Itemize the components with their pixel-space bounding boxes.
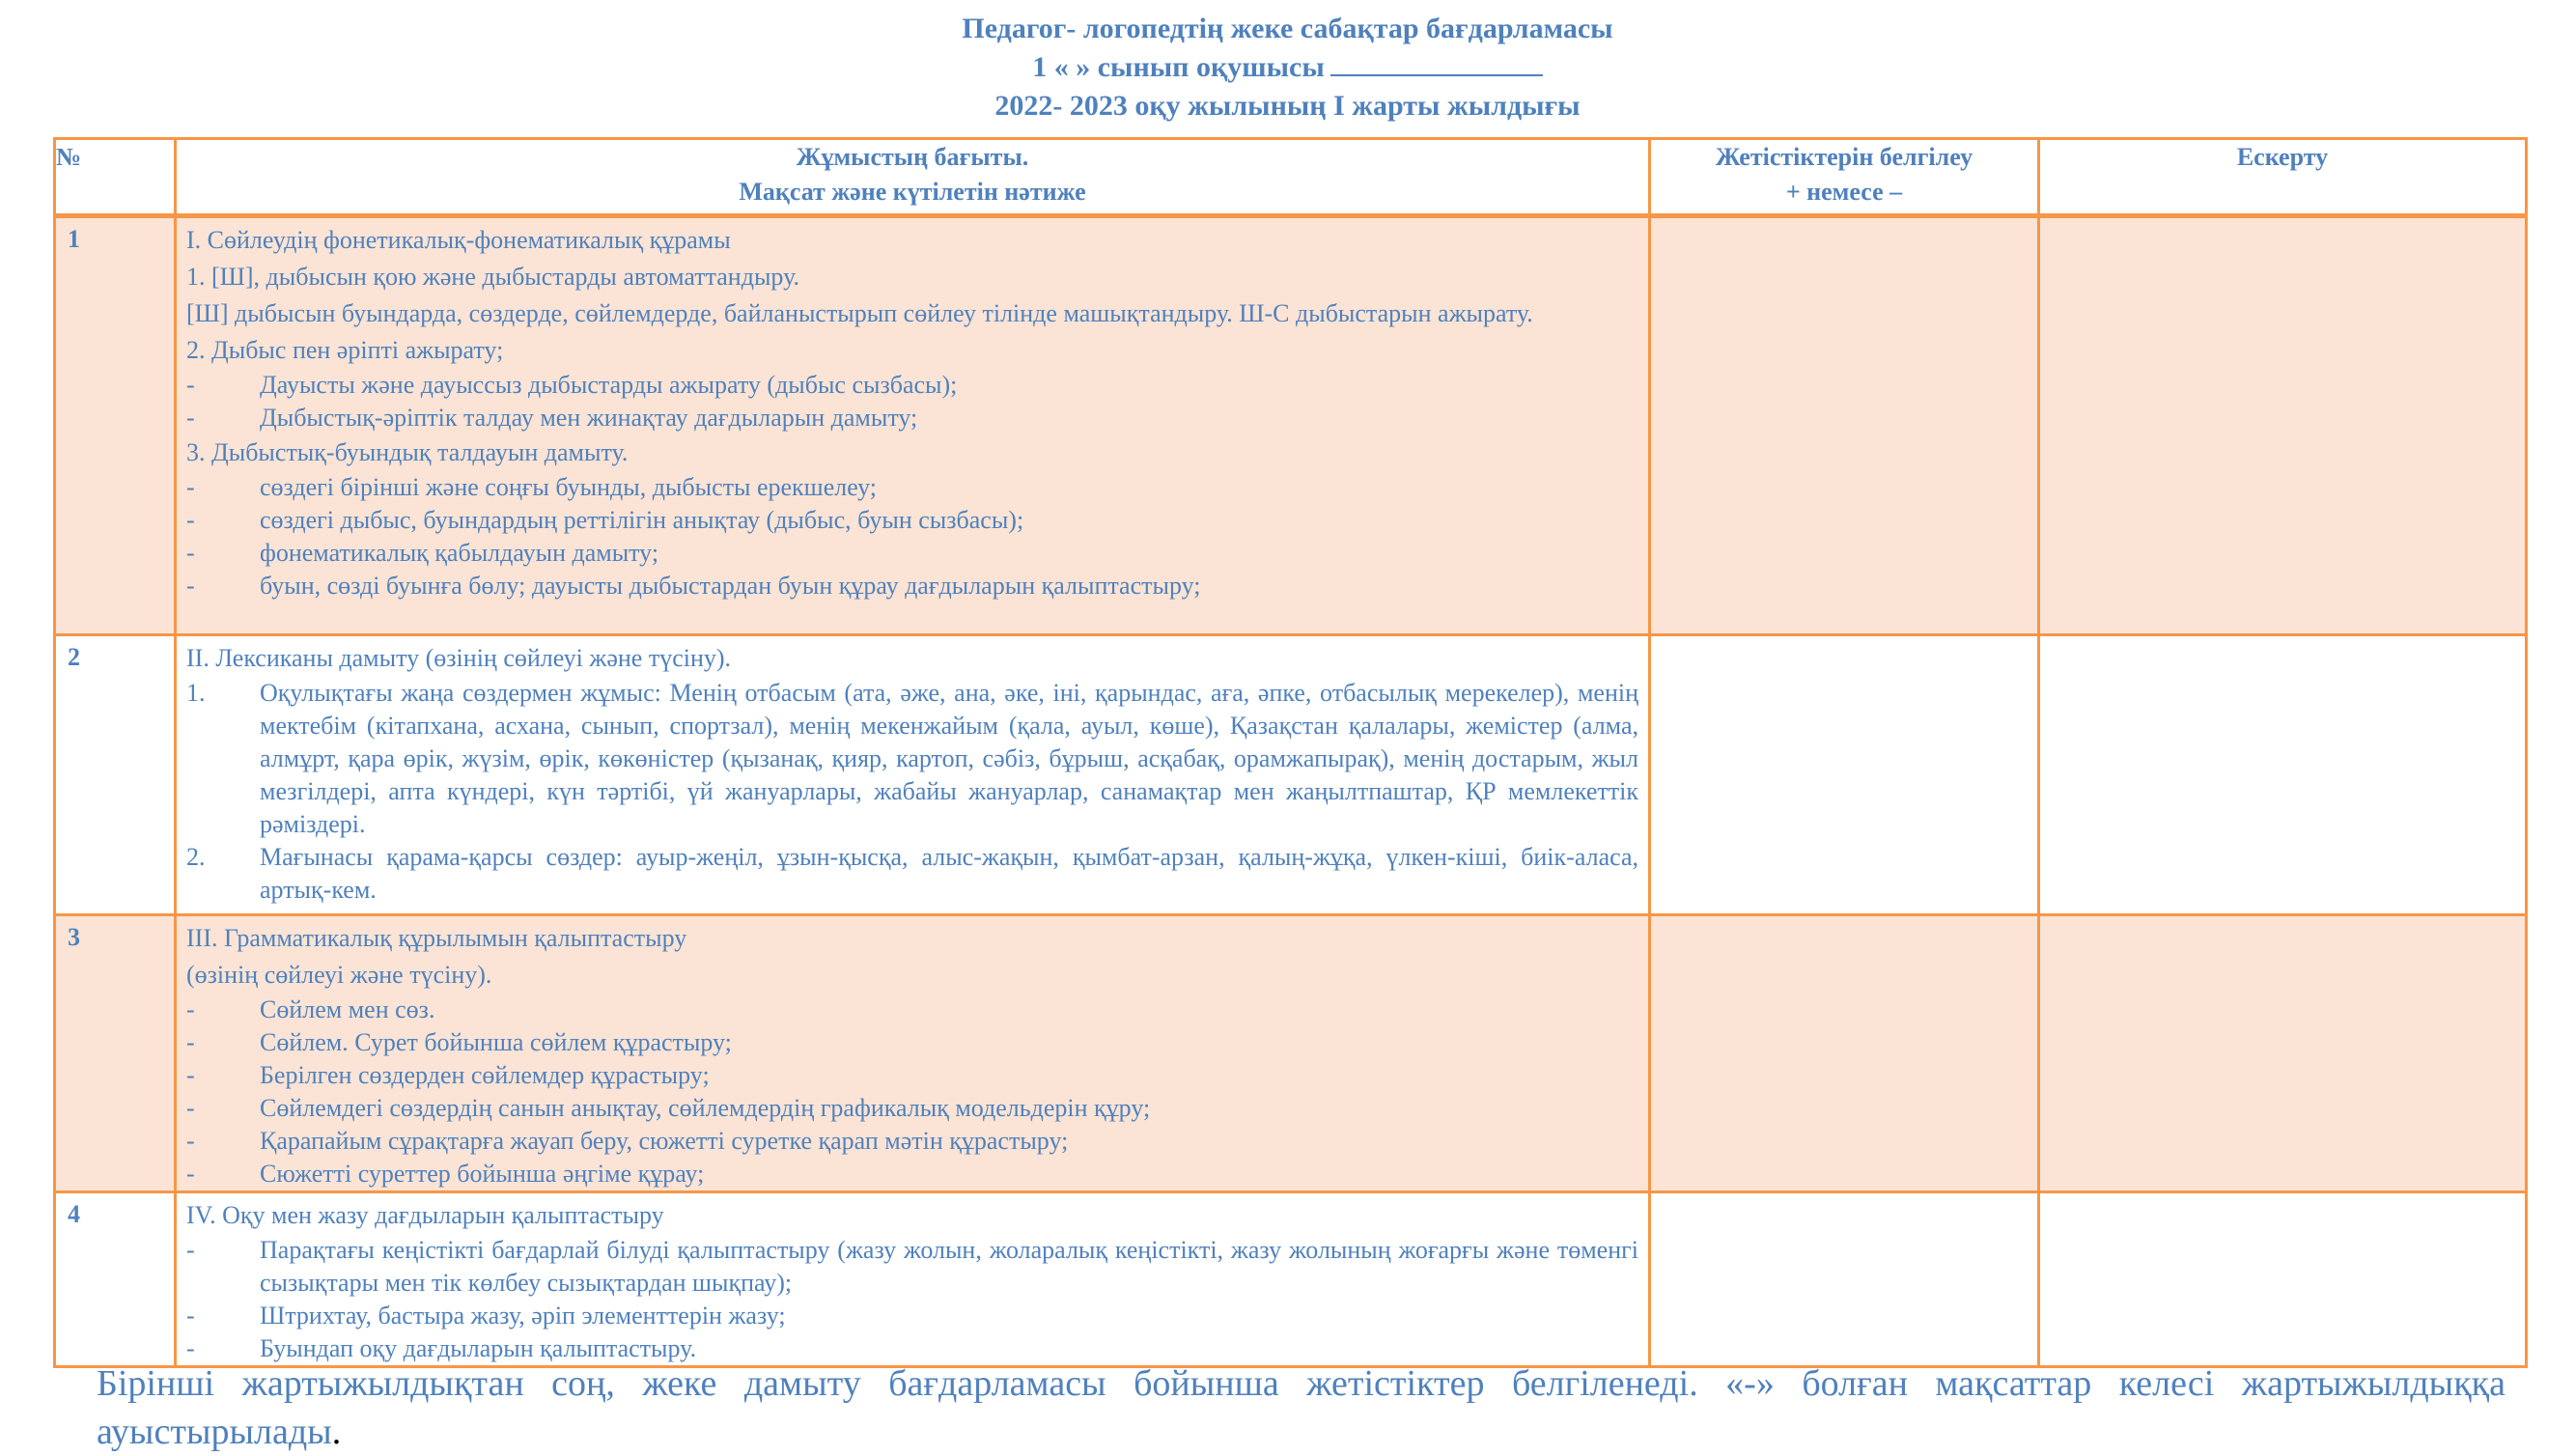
note-cell[interactable] <box>2039 1192 2527 1367</box>
list-item <box>186 1234 1638 1300</box>
bullet-dash: - <box>186 506 195 534</box>
student-name-blank <box>1330 49 1543 76</box>
bullet-dash: - <box>186 1302 195 1330</box>
row-number: 1 <box>55 216 176 635</box>
note-cell[interactable] <box>2039 915 2527 1192</box>
list-item <box>186 841 1638 907</box>
list-item-text: Оқулықтағы жаңа сөздермен жұмыс: Менің отбасым (ата, әже, ана, әке, іні, қарындас, аға, әпке, отбасылық мерекелер), менің мектебім (кітапхана, асхана, сынып, спортзал), менің мекенжайым (қала, ауыл, көше), Қазақстан қалалары, жемістер (алма, алмұрт, қара өрік, жүзім, өрік, көкөністер (қызанақ, қияр, картоп, сәбіз, бұрыш, асқабақ, орамжапырақ), менің достарым, жыл мезгілдері, апта күндері, күн тәртібі, үй жануарлары, жабайы жануарлар, санамақтар мен жаңылтпаштар, ҚР мемлекеттік рәміздері. <box>260 679 1638 838</box>
footer-end-mark: . <box>331 1412 342 1452</box>
achievement-cell[interactable] <box>1650 915 2039 1192</box>
student-line <box>0 48 2575 87</box>
bullet-dash: - <box>186 1127 195 1155</box>
row-content <box>176 216 1650 635</box>
student-class-label: 1 « » сынып оқушысы <box>1032 51 1325 83</box>
achievement-cell[interactable] <box>1650 216 2039 635</box>
table-row <box>55 1192 2527 1367</box>
bullet-dash: - <box>186 1334 195 1362</box>
content-line: (өзінің сөйлеуі және түсіну). <box>186 961 492 989</box>
column-header-direction-line2: Мақсат және күтілетін нәтиже <box>739 178 1086 206</box>
list-item-text: Дыбыстық-әріптік талдау мен жинақтау дағдыларын дамыту; <box>260 404 918 432</box>
list-item-text: Қарапайым сұрақтарға жауап беру, сюжетті суретке қарап мәтін құрастыру; <box>260 1127 1069 1155</box>
section-heading: IV. Оқу мен жазу дағдыларын қалыптастыру <box>186 1201 664 1229</box>
list-item <box>186 1026 1638 1059</box>
table-row <box>55 635 2527 915</box>
content-line: [Ш] дыбысын буындарда, сөздерде, сөйлемдерде, байланыстырып сөйлеу тілінде машықтандыру. Ш-С дыбыстарын ажырату. <box>186 299 1533 327</box>
list-item-number: 2. <box>186 843 206 871</box>
list-item <box>186 1092 1638 1125</box>
content-line: 3. Дыбыстық-буындық талдауын дамыту. <box>186 438 629 466</box>
list-item-text: фонематикалық қабылдауын дамыту; <box>260 539 659 567</box>
bullet-dash: - <box>186 371 195 399</box>
list-item-text: Сөйлем мен сөз. <box>260 995 435 1023</box>
row-number: 4 <box>55 1192 176 1367</box>
bullet-dash: - <box>186 995 195 1023</box>
list-item-text: Сөйлемдегі сөздердің санын анықтау, сөйлемдердің графикалық модельдерін құру; <box>260 1094 1151 1122</box>
bullet-dash: - <box>186 1028 195 1056</box>
academic-period: 2022- 2023 оқу жылының I жарты жылдығы <box>994 90 1581 122</box>
list-item-text: Дауысты және дауыссыз дыбыстарды ажырату (дыбыс сызбасы); <box>260 371 958 399</box>
achievement-cell[interactable] <box>1650 635 2039 915</box>
list-item <box>186 994 1638 1026</box>
note-cell[interactable] <box>2039 635 2527 915</box>
list-item-text: буын, сөзді буынға бөлу; дауысты дыбыстардан буын құрау дағдыларын қалыптастыру; <box>260 572 1201 600</box>
list-item <box>186 402 1638 434</box>
section-heading: III. Грамматикалық құрылымын қалыптастыру <box>186 924 687 952</box>
list-item-text: Буындап оқу дағдыларын қалыптастыру. <box>260 1334 697 1362</box>
document-title: Педагог- логопедтің жеке сабақтар бағдарламасы <box>962 13 1613 44</box>
row-number: 3 <box>55 915 176 1192</box>
list-item-text: Мағынасы қарама-қарсы сөздер: ауыр-жеңіл, ұзын-қысқа, алыс-жақын, қымбат-арзан, қалың-жұқа, үлкен-кіші, биік-аласа, артық-кем. <box>260 843 1638 904</box>
section-heading: II. Лексиканы дамыту (өзінің сөйлеуі және түсіну). <box>186 644 732 672</box>
achievement-cell[interactable] <box>1650 1192 2039 1367</box>
note-cell[interactable] <box>2039 216 2527 635</box>
row-content <box>176 915 1650 1192</box>
bullet-dash: - <box>186 1236 195 1264</box>
content-line: 2. Дыбыс пен әріпті ажырату; <box>186 336 504 364</box>
list-item <box>186 1300 1638 1332</box>
bullet-dash: - <box>186 1094 195 1122</box>
table-header-row <box>55 139 2527 216</box>
row-content <box>176 635 1650 915</box>
row-number: 2 <box>55 635 176 915</box>
list-item <box>186 369 1638 402</box>
list-item <box>186 471 1638 504</box>
list-item <box>186 677 1638 841</box>
list-item-text: Сөйлем. Сурет бойынша сөйлем құрастыру; <box>260 1028 732 1056</box>
column-header-achievement-line2: + немесе – <box>1785 178 1903 206</box>
list-item <box>186 1059 1638 1092</box>
bullet-dash: - <box>186 404 195 432</box>
list-item <box>186 1158 1638 1190</box>
row-content <box>176 1192 1650 1367</box>
column-header-number: № <box>55 139 176 216</box>
list-item <box>186 537 1638 570</box>
column-header-achievement-line1: Жетістіктерін белгілеу <box>1715 143 1973 171</box>
footer-note-text: Бірінші жартыжылдықтан соң, жеке дамыту бағдарламасы бойынша жетістіктер белгіленеді. «-» болған мақсаттар келесі жартыжылдыққа ауыстырылады <box>97 1363 2505 1452</box>
bullet-dash: - <box>186 1160 195 1188</box>
list-item-text: Берілген сөздерден сөйлемдер құрастыру; <box>260 1061 710 1089</box>
list-item <box>186 570 1638 602</box>
content-line: 1. [Ш], дыбысын қою және дыбыстарды автоматтандыру. <box>186 263 799 291</box>
footer-note <box>97 1359 2505 1456</box>
column-header-note: Ескерту <box>2039 139 2527 216</box>
list-item-text: сөздегі бірінші және соңғы буынды, дыбысты ерекшелеу; <box>260 473 877 501</box>
list-item-text: сөздегі дыбыс, буындардың реттілігін анықтау (дыбыс, буын сызбасы); <box>260 506 1024 534</box>
section-heading: I. Сөйлеудің фонетикалық-фонематикалық құрамы <box>186 226 731 254</box>
list-item-text: Штрихтау, бастыра жазу, әріп элементтерін жазу; <box>260 1302 786 1330</box>
column-header-achievement <box>1650 139 2039 216</box>
column-header-direction-line1: Жұмыстың бағыты. <box>796 143 1029 171</box>
list-item-text: Парақтағы кеңістікті бағдарлай білуді қалыптастыру (жазу жолын, жоларалық кеңістікті, жазу жолының жоғарғы және төменгі сызықтары мен тік көлбеу сызықтардан шықпау); <box>260 1236 1638 1297</box>
bullet-dash: - <box>186 572 195 600</box>
column-header-direction <box>176 139 1650 216</box>
list-item-number: 1. <box>186 679 206 707</box>
bullet-dash: - <box>186 1061 195 1089</box>
list-item-text: Сюжетті суреттер бойынша әңгіме құрау; <box>260 1160 705 1188</box>
bullet-dash: - <box>186 473 195 501</box>
list-item <box>186 1125 1638 1158</box>
program-table <box>53 137 2528 1368</box>
bullet-dash: - <box>186 539 195 567</box>
list-item <box>186 504 1638 537</box>
table-row <box>55 216 2527 635</box>
table-row <box>55 915 2527 1192</box>
